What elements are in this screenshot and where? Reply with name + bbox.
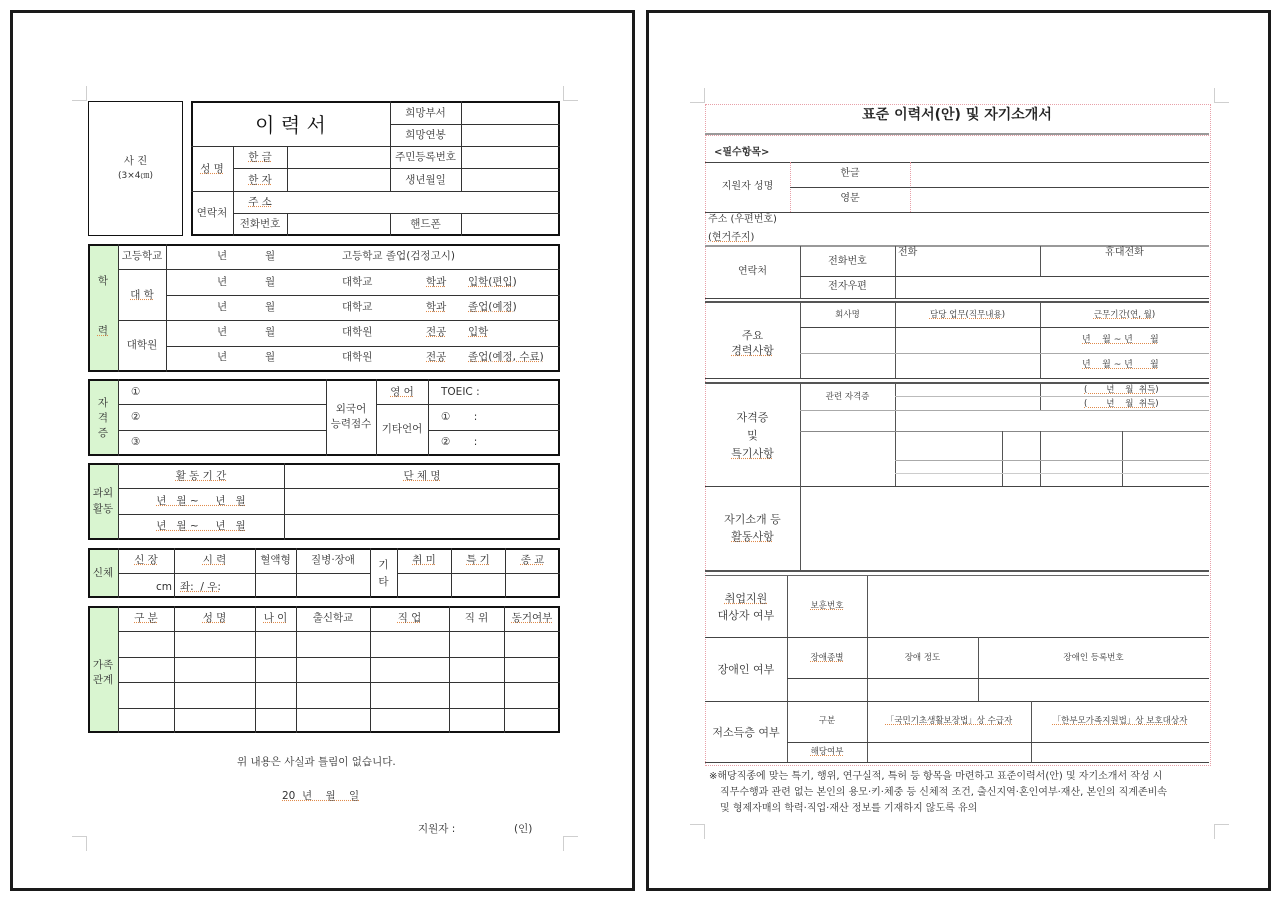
career-label: 주요 [741, 329, 764, 342]
career-label: 경력사항 [731, 344, 774, 357]
note-line-1: ※해당직종에 맞는 특기, 행위, 연구실적, 특허 등 항목을 마련하고 표준이력서(안) 및 자기소개서 작성 시 [709, 771, 1163, 782]
family-header-school: 출신학교 [312, 612, 354, 624]
body-header-height: 신 장 [134, 554, 158, 566]
body-header-vision: 시 력 [202, 554, 227, 566]
low-income-label: 저소득층 여부 [712, 726, 780, 739]
height-unit[interactable]: cm [156, 581, 173, 593]
label-category: 구분 [818, 716, 836, 726]
edu-type-graduate: 대학원 [126, 339, 158, 351]
other-lang-1[interactable]: ① : [441, 411, 478, 423]
crop-mark [1214, 88, 1229, 103]
resume-title: 이 력 서 [255, 113, 326, 137]
family-header-age: 나 이 [263, 612, 288, 624]
photo-label: 사 진 [123, 155, 148, 167]
activity-org-header: 단 체 명 [403, 470, 441, 482]
intro-label: 자기소개 등 [724, 513, 781, 526]
activities-label: 활동 [92, 503, 114, 515]
note-line-2: 직무수행과 관련 없는 본인의 용모·키·체중 등 신체적 조건, 출신지역·혼인여부·재산, 본인의 직계존비속 [720, 787, 1167, 798]
family-header-cohabit: 동거여부 [511, 612, 553, 624]
family-header-position: 직 위 [464, 612, 489, 624]
label-disability-degree: 장애 정도 [904, 653, 941, 663]
body-label: 신체 [92, 567, 114, 579]
mobile-field[interactable]: 휴대전화 [1105, 247, 1144, 258]
note-line-3: 및 형제자매의 학력·직업·재산 정보를 기재하지 않도록 유의 [720, 803, 978, 814]
lang-label: 외국어 [335, 403, 367, 415]
education-label-top: 학 [97, 275, 109, 287]
certificates-table [88, 379, 560, 456]
date-field[interactable]: 20 년 월 일 [282, 790, 360, 802]
crop-mark [1214, 824, 1229, 839]
body-header-blood: 혈액형 [260, 554, 291, 566]
cert-label: 자 [97, 397, 109, 409]
label-contact: 연락처 [738, 266, 767, 277]
photo-size: (3×4㎝) [117, 171, 154, 181]
employment-support-label: 취업지원 [724, 592, 768, 605]
cert-acquired-date[interactable]: ( 년 월 취득) [1084, 399, 1159, 409]
label-name-hanja: 한 자 [248, 174, 272, 186]
disability-label: 장애인 여부 [717, 663, 775, 676]
label-veteran-no: 보훈번호 [810, 601, 844, 611]
career-header-company: 회사명 [835, 310, 860, 320]
cert-label: 및 [747, 429, 758, 442]
disability-reg-field[interactable] [979, 679, 1208, 700]
single-parent-applicable-field[interactable] [1032, 743, 1208, 761]
email-field[interactable] [896, 277, 1208, 297]
cert-label: 특기사항 [731, 447, 774, 460]
label-address: 주소 (우편번호) [708, 214, 777, 225]
family-table [88, 606, 560, 733]
cert-label: 자격증 [736, 411, 769, 424]
label-residence: (현거주지) [708, 232, 755, 243]
applicant-label: 지원자 : [418, 823, 456, 835]
intro-label: 활동사항 [731, 530, 774, 543]
phone-field[interactable] [288, 214, 389, 234]
label-birthdate: 생년월일 [405, 174, 446, 186]
name-hanja-field[interactable] [288, 169, 389, 190]
name-korean-field[interactable] [288, 147, 389, 167]
disability-degree-field[interactable] [868, 679, 977, 700]
label-english: 영문 [840, 193, 860, 204]
family-header-name: 성 명 [202, 612, 227, 624]
crop-mark [72, 836, 87, 851]
label-contact: 연락처 [196, 207, 228, 219]
activity-period-header: 활 동 기 간 [175, 470, 227, 482]
edu-type-university: 대 학 [130, 289, 154, 301]
label-related-cert: 관련 자격증 [825, 392, 870, 402]
education-label-bottom: 력 [97, 325, 109, 337]
label-basic-living: 「국민기초생활보장법」상 수급자 [885, 716, 1013, 726]
cert-label: 격 [97, 412, 109, 424]
crop-mark [563, 836, 578, 851]
activity-period-row[interactable]: 년 월 ~ 년 월 [156, 495, 246, 507]
label-other-lang: 기타언어 [381, 423, 423, 435]
crop-mark [690, 824, 705, 839]
cert-label: 증 [97, 427, 109, 439]
desired-dept-field[interactable] [462, 102, 558, 123]
career-header-period: 근무기간(연, 월) [1093, 310, 1156, 320]
label-mobile: 핸드폰 [410, 218, 441, 230]
cert-item-1[interactable]: ① [131, 386, 141, 398]
label-name-korean: 한 글 [248, 151, 272, 163]
label-phone: 전화번호 [239, 218, 281, 230]
label-disability-reg: 장애인 등록번호 [1063, 653, 1124, 663]
body-header-disease: 질병·장애 [311, 554, 355, 566]
other-lang-2[interactable]: ② : [441, 436, 478, 448]
name-korean-field[interactable] [911, 163, 1208, 186]
seal-label: (인) [514, 823, 533, 835]
etc-label: 타 [378, 576, 389, 588]
label-name: 성 명 [200, 163, 224, 175]
label-address: 주 소 [248, 196, 272, 208]
etc-header-skill: 특 기 [466, 554, 490, 566]
label-email: 전자우편 [828, 281, 867, 292]
veteran-no-field[interactable] [868, 577, 1208, 636]
label-disability-type: 장애종별 [810, 653, 844, 663]
label-phone-number: 전화번호 [828, 256, 867, 267]
crop-mark [72, 86, 87, 101]
cert-acquired-date[interactable]: ( 년 월 취득) [1084, 385, 1159, 395]
required-items-label: <필수항목> [714, 147, 770, 158]
label-english: 영 어 [390, 386, 414, 398]
family-label: 관계 [92, 674, 114, 686]
name-english-field[interactable] [911, 188, 1208, 211]
address-field[interactable] [288, 192, 558, 212]
label-korean: 한글 [840, 168, 860, 179]
label-applicable: 해당여부 [810, 747, 844, 757]
career-header-duties: 담당 업무(직무내용) [929, 310, 1006, 320]
rrn-field[interactable] [462, 147, 558, 167]
self-intro-field[interactable] [801, 487, 1208, 569]
address-field[interactable] [790, 213, 1208, 245]
label-rrn: 주민등록번호 [395, 151, 456, 163]
etc-header-hobby: 취 미 [412, 554, 436, 566]
declaration-text: 위 내용은 사실과 틀림이 없습니다. [237, 756, 396, 768]
phone-field[interactable]: 전화 [898, 247, 918, 258]
label-desired-salary: 희망연봉 [405, 129, 446, 141]
cert-item-3[interactable]: ③ [131, 436, 141, 448]
crop-mark [563, 86, 578, 101]
disability-type-field[interactable] [788, 679, 866, 700]
label-applicant-name: 지원자 성명 [721, 181, 774, 192]
family-header-job: 직 업 [397, 612, 422, 624]
family-label: 가족 [92, 659, 114, 671]
career-period-row[interactable]: 년 월 ~ 년 월 [1082, 335, 1159, 345]
etc-label: 기 [378, 559, 389, 571]
cert-item-2[interactable]: ② [131, 411, 141, 423]
activity-period-row[interactable]: 년 월 ~ 년 월 [156, 520, 246, 532]
photo-box [88, 101, 183, 236]
birthdate-field[interactable] [462, 169, 558, 190]
career-period-row[interactable]: 년 월 ~ 년 월 [1082, 360, 1159, 370]
toeic-score[interactable]: TOEIC : [441, 386, 480, 398]
basic-living-applicable-field[interactable] [868, 743, 1030, 761]
lang-label: 능력점수 [330, 418, 372, 430]
vision-field[interactable]: 좌: / 우: [180, 581, 221, 593]
label-desired-dept: 희망부서 [405, 107, 446, 119]
employment-support-label: 대상자 여부 [717, 609, 775, 622]
label-single-parent: 「한부모가족지원법」상 보호대상자 [1052, 716, 1188, 726]
crop-mark [690, 88, 705, 103]
activities-label: 과외 [92, 487, 114, 499]
mobile-field[interactable] [462, 214, 558, 234]
desired-salary-field[interactable] [462, 125, 558, 145]
edu-type-highschool: 고등학교 [121, 250, 163, 262]
standard-resume-title: 표준 이력서(안) 및 자기소개서 [862, 107, 1052, 123]
etc-header-religion: 종 교 [520, 554, 545, 566]
family-header-relation: 구 분 [134, 612, 158, 624]
